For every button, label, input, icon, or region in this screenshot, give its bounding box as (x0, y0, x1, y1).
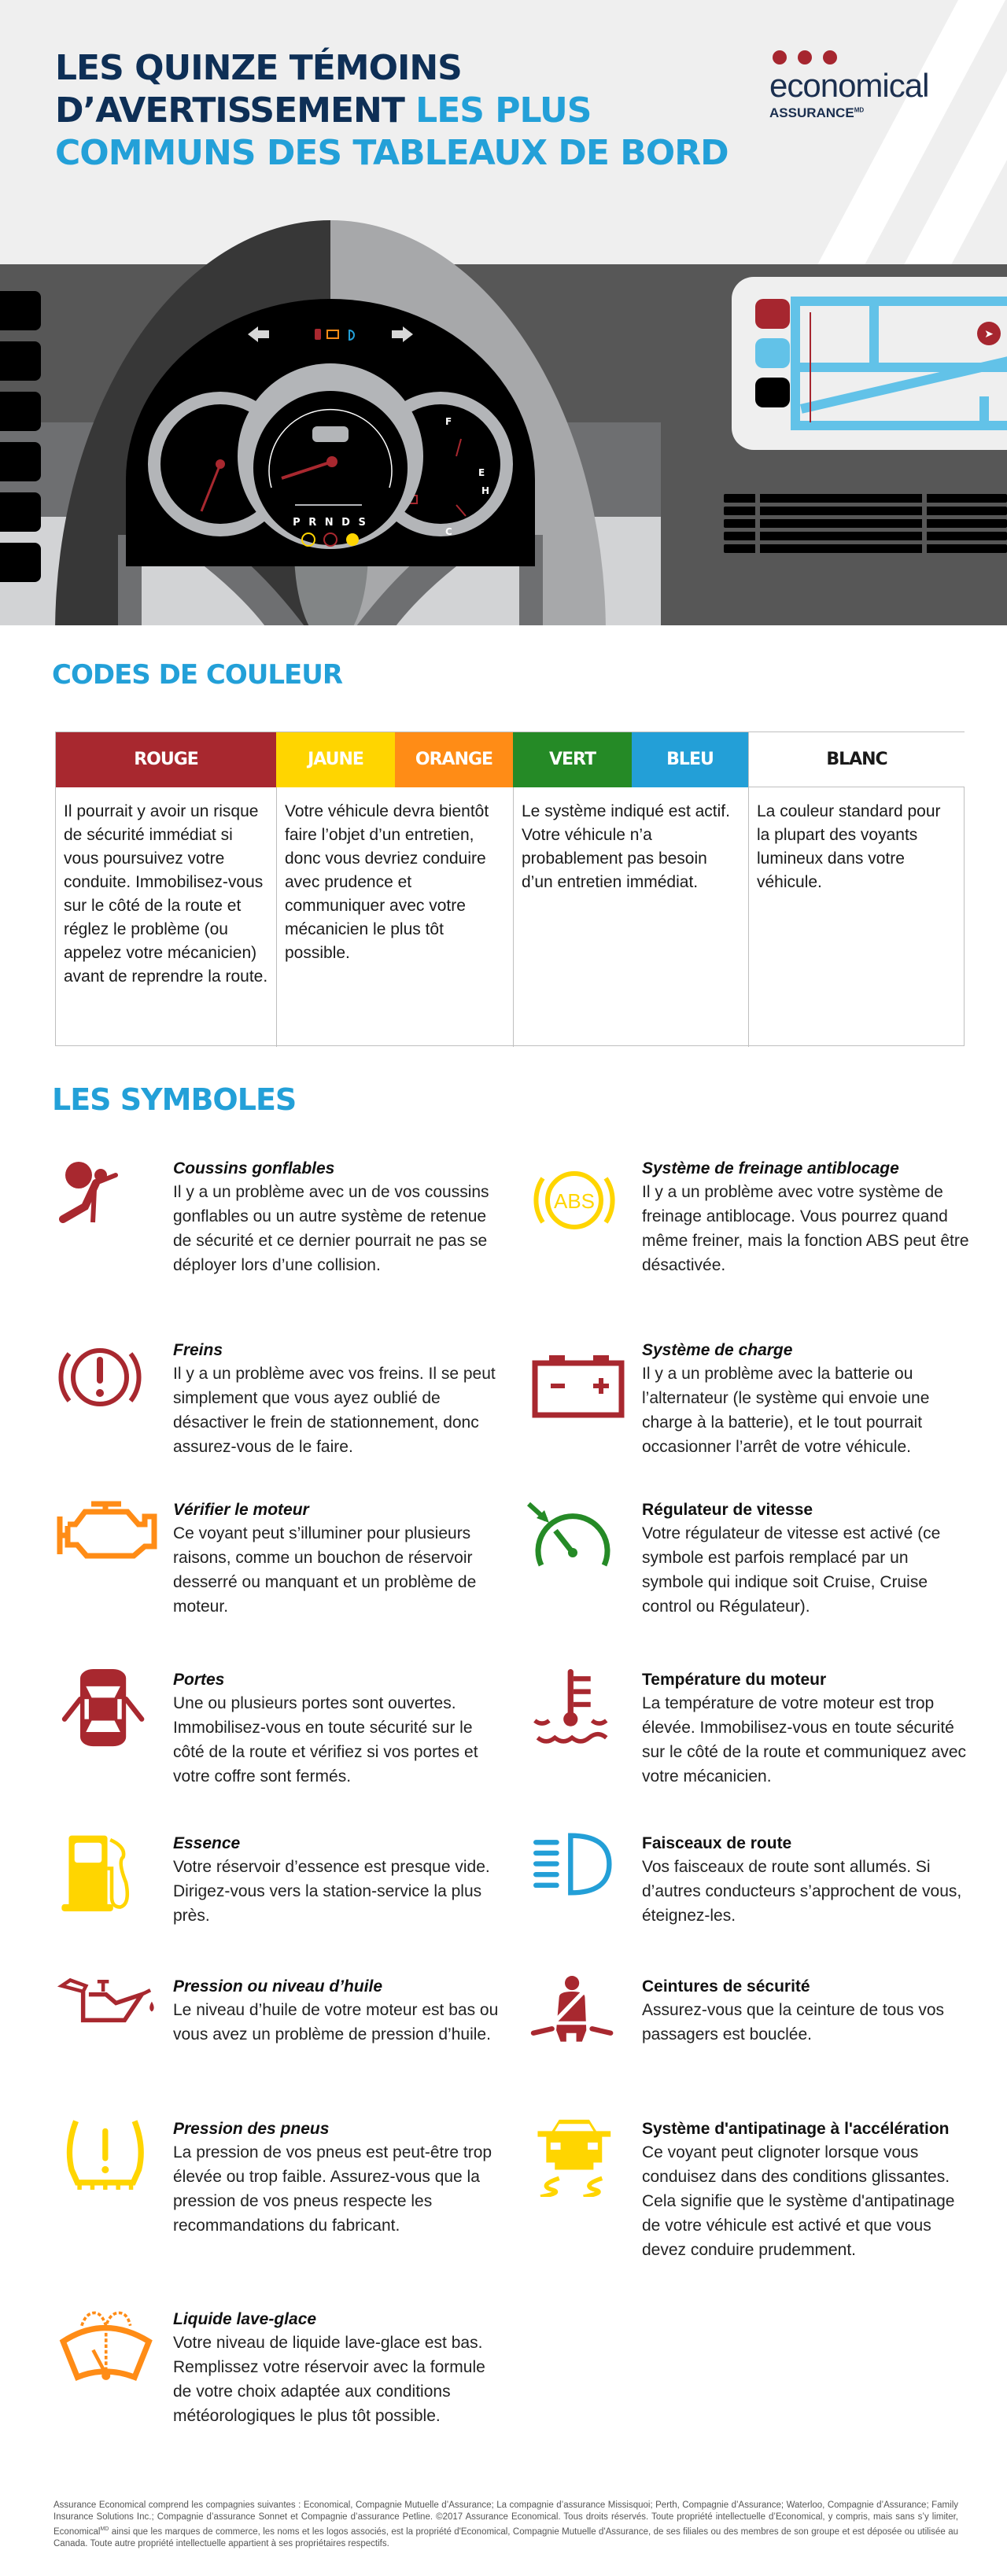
color-codes-table (55, 732, 965, 1046)
logo-dots-icon (773, 50, 928, 64)
navigation-arrow-icon: ➤ (977, 322, 1001, 345)
cruise-control-icon (526, 1499, 636, 1578)
page-title (55, 47, 795, 175)
symbol-title: Ceintures de sécurité (642, 1977, 810, 1996)
symbol-description: Assurez-vous que la ceinture de tous vos passagers est bouclée. (642, 2001, 945, 2043)
logo-subtitle: $ASSURANCE^{MD}$ (769, 105, 865, 120)
symbol-description: Ce voyant peut clignoter lorsque vous conduisez dans des conditions glissantes. Cela signifie que le système d'antipatinage de votre véhicule est activé et que vous devez conduire prudemment. (642, 2143, 955, 2259)
vert-bleu-description: Le système indiqué est actif. Votre véhicule n’a probablement pas besoin d’un entretien immédiat. (513, 787, 748, 1047)
symbol-title: Régulateur de vitesse (642, 1501, 813, 1519)
traction-control-icon (526, 2118, 636, 2197)
svg-text:H: H (481, 485, 490, 496)
symbol-title: Système de charge (642, 1341, 793, 1359)
symbol-description: Une ou plusieurs portes sont ouvertes. Immobilisez-vous en toute sécurité sur le côté de la route et vérifiez si vos portes et votre coffre sont fermés. (173, 1694, 478, 1786)
seatbelt-icon (526, 1976, 636, 2055)
left-air-vent-icon (0, 291, 41, 625)
symbol-description: Votre réservoir d’essence est presque vide. Dirigez-vous vers la station-service la plus près. (173, 1858, 490, 1925)
logo-wordmark: economical (769, 67, 929, 104)
door-open-icon (57, 1669, 167, 1748)
washer-fluid-icon (57, 2309, 167, 2387)
svg-text:ABS: ABS (553, 1189, 596, 1213)
screen-button-black (755, 378, 790, 407)
symbol-title: Liquide lave-glace (173, 2310, 317, 2328)
check-engine-icon (57, 1499, 167, 1578)
screen-button-red (755, 299, 790, 329)
symbol-description: Il y a un problème avec vos freins. Il se peut simplement que vous ayez oublié de désactiver le frein de stationnement, donc assurez-vous de le faire. (173, 1365, 496, 1456)
jaune-orange-description: Votre véhicule devra bientôt faire l’objet d’un entretien, donc vous devriez conduire avec prudence et communiquer avec votre mécanicien le plus tôt possible. (276, 787, 513, 1047)
oil-pressure-icon (57, 1976, 167, 2055)
symbol-title: Pression ou niveau d’huile (173, 1977, 383, 1996)
symbol-title: Portes (173, 1671, 225, 1689)
symbol-description: Le niveau d’huile de votre moteur est bas ou vous avez un problème de pression d’huile. (173, 2001, 499, 2043)
map-display (791, 297, 1007, 430)
title-line-1: LES QUINZE TÉMOINS (55, 48, 462, 88)
symbol-description: Ce voyant peut s’illuminer pour plusieurs raisons, comme un bouchon de réservoir desserré ou manquant et un problème de moteur. (173, 1524, 477, 1616)
high-beam-icon (526, 1833, 636, 1911)
svg-text:F: F (445, 416, 452, 427)
title-line-3: COMMUNS DES TABLEAUX DE BORD (55, 133, 729, 173)
color-header-vert: VERT (513, 732, 632, 787)
blanc-description: La couleur standard pour la plupart des voyants lumineux dans votre véhicule. (748, 787, 965, 1047)
symbol-description: Il y a un problème avec un de vos coussins gonflables ou un autre système de retenue de sécurité et ce dernier pourrait ne pas se déployer lors d’une collision. (173, 1183, 489, 1274)
hero-banner (0, 0, 1007, 625)
svg-text:E: E (478, 467, 485, 478)
fuel-icon (57, 1833, 167, 1911)
symbol-title: Faisceaux de route (642, 1834, 792, 1852)
legal-footer: Assurance Economical comprend les compagnies suivantes : Economical, Compagnie Mutuelle d’Assurance; La compagnie d’assurance Missisquoi; Perth, Compagnie d’Assurance; Waterloo, Compagnie d’Assurance; Family Insurance Solutions Inc.; Compagnie d’assurance Sonnet et Compagnie d’assurance Petline. ©2017 Assurance Economical. Tous droits réservés. Toute propriété intellectuelle d’Economical, y compris, mais sans s’y limiter, Economical$^{MD}$ ainsi que les marques de commerce, les noms et les logos associés, est la propriété d'Economical, Compagnie Mutuelle d'Assurance, de ses filiales ou des membres de son groupe et est déposée ou utilisée au Canada. Toute autre propriété intellectuelle appartient à ses propriétaires respectifs. (53, 2500, 958, 2548)
symbol-title: Vérifier le moteur (173, 1501, 309, 1519)
symbol-description: Votre régulateur de vitesse est activé (ce symbole est parfois remplacé par un symbole qui indique soit Cruise, Cruise control ou Régulateur). (642, 1524, 941, 1616)
symbol-title: Coussins gonflables (173, 1159, 335, 1177)
symbol-description: Vos faisceaux de route sont allumés. Si d’autres conducteurs s’approchent de vous, éteignez-les. (642, 1858, 962, 1925)
svg-text:P R N D S: P R N D S (293, 517, 368, 529)
rouge-description: Il pourrait y avoir un risque de sécurité immédiat si vous poursuivez votre conduite. Immobilisez-vous sur le côté de la route et réglez le problème (ou appelez votre mécanicien) avant de reprendre la route. (64, 802, 268, 986)
center-air-vent-icon (724, 488, 1007, 562)
symbol-description: Il y a un problème avec votre système de freinage antiblocage. Vous pourrez quand même freiner, mais la fonction ABS peut être désactivée. (642, 1183, 969, 1274)
engine-temperature-icon (526, 1669, 636, 1748)
title-line-2: D’AVERTISSEMENT (55, 90, 404, 131)
svg-text:C: C (445, 526, 452, 537)
symbol-description: Il y a un problème avec la batterie ou l’alternateur (le système qui envoie une charge à la batterie), et le tout pourrait occasionner l’arrêt de votre véhicule. (642, 1365, 930, 1456)
economical-logo (769, 50, 928, 121)
symbol-title: Essence (173, 1834, 241, 1852)
color-header-rouge: ROUGE (56, 732, 276, 787)
color-header-blanc: BLANC (748, 732, 965, 787)
symbol-description: La température de votre moteur est trop élevée. Immobilisez-vous en toute sécurité sur le côté de la route et communiquez avec votre mécanicien. (642, 1694, 967, 1786)
symbol-title: Freins (173, 1341, 223, 1359)
screen-button-blue (755, 338, 790, 368)
color-header-orange: ORANGE (395, 732, 513, 787)
color-header-jaune: JAUNE (276, 732, 395, 787)
symbol-title: Pression des pneus (173, 2120, 330, 2138)
brake-warning-icon (57, 1340, 167, 1418)
abs-icon (526, 1158, 636, 1236)
symbol-title: Système d'antipatinage à l'accélération (642, 2120, 950, 2138)
instrument-cluster (126, 299, 535, 566)
symbol-description: Votre niveau de liquide lave-glace est bas. Remplissez votre réservoir avec la formule de votre choix adaptée aux conditions météorologiques le plus tôt possible. (173, 2334, 485, 2425)
symbol-title: Température du moteur (642, 1671, 827, 1689)
symbol-title: Système de freinage antiblocage (642, 1159, 899, 1177)
title-line-2-highlight: LES PLUS (415, 90, 592, 131)
battery-icon (526, 1340, 636, 1418)
airbag-icon (57, 1158, 167, 1236)
navigation-screen (732, 277, 1007, 450)
color-codes-heading: CODES DE COULEUR (52, 659, 343, 691)
tire-pressure-icon (57, 2118, 167, 2197)
symbols-heading: LES SYMBOLES (52, 1082, 297, 1117)
symbol-description: La pression de vos pneus est peut-être trop élevée ou trop faible. Assurez-vous que la pression de vos pneus respecte les recommandations du fabricant. (173, 2143, 492, 2235)
color-header-bleu: BLEU (632, 732, 748, 787)
